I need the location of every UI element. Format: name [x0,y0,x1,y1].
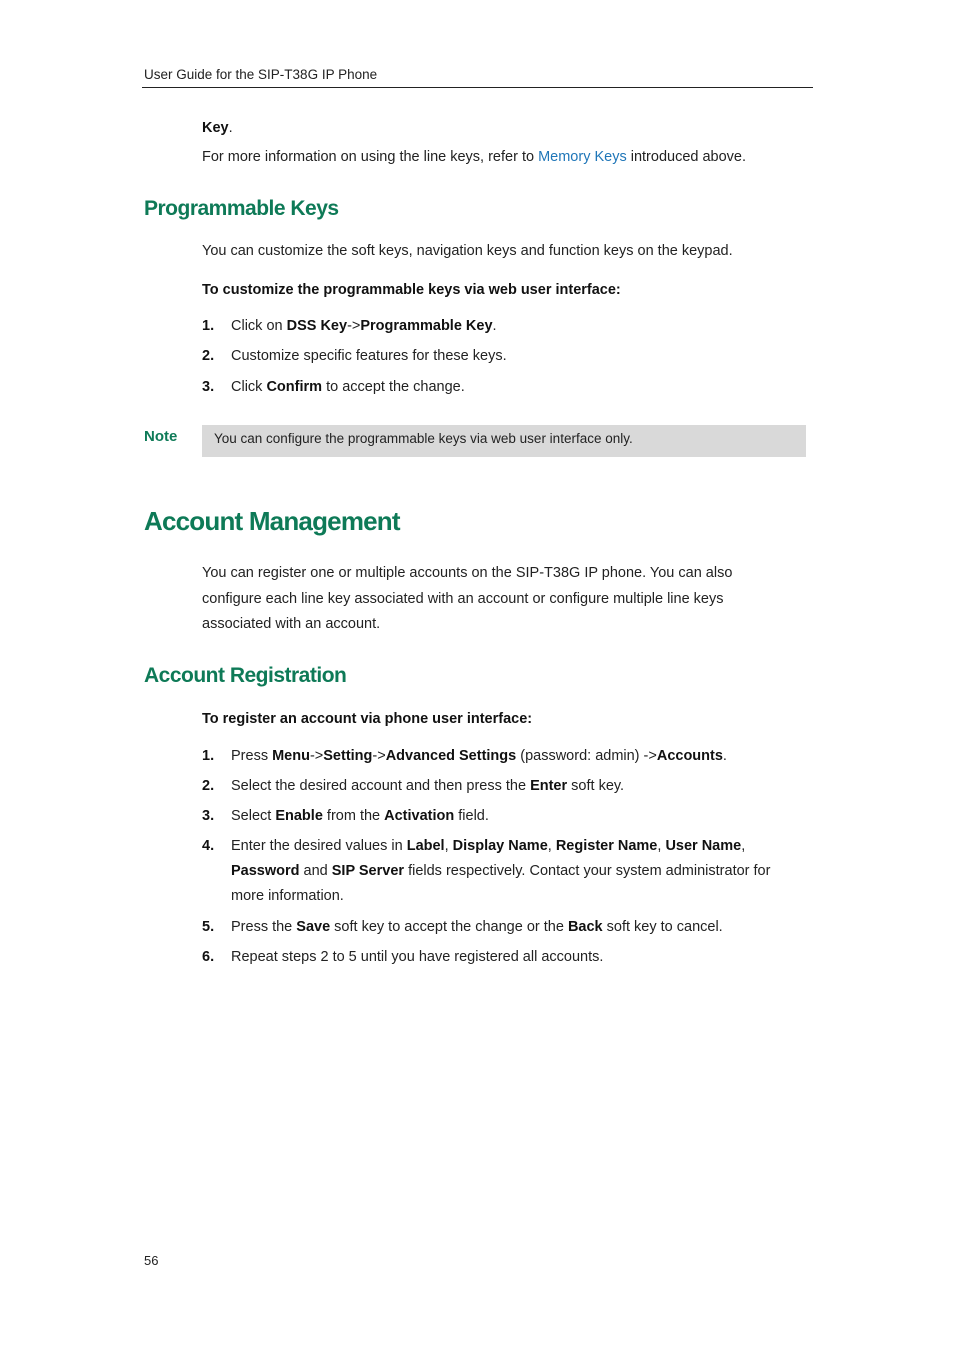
sip-server-term: SIP Server [331,863,405,879]
step-text: -> [372,748,386,764]
label-term: Label [406,838,445,854]
step-text: Select [231,808,276,824]
save-term: Save [296,919,331,935]
step-text: soft key. [567,778,625,794]
memory-keys-link[interactable]: Memory Keys [538,149,627,165]
advanced-settings-term: Advanced Settings [385,748,517,764]
step-text: . [722,748,727,764]
step-text: , [741,838,746,854]
step-text: Repeat steps 2 to 5 until you have registered all accounts. [231,949,604,965]
step-number: 2. [202,348,215,364]
header-rule [142,87,813,88]
step-number: 1. [202,748,215,764]
step-number: 3. [202,808,215,824]
ar-step-3 [202,804,807,829]
step-text: , [444,838,453,854]
account-management-heading: Account Management [144,506,400,536]
display-name-term: Display Name [452,838,548,854]
account-registration-heading: Account Registration [144,664,347,687]
step-number: 2. [202,778,215,794]
note-label: Note [144,428,178,445]
dss-key-term: DSS Key [286,318,348,334]
note-text: You can configure the programmable keys via web user interface only. [214,431,633,446]
enable-term: Enable [275,808,323,824]
more-info-text: For more information on using the line keys, refer to [202,149,539,165]
activation-term: Activation [384,808,455,824]
step-text: , [657,838,666,854]
step-text: . [492,318,497,334]
step-text: -> [347,318,361,334]
step-text: and [299,863,332,879]
step-text: Customize specific features for these keys. [231,348,507,364]
confirm-term: Confirm [266,379,323,395]
step-text: soft key to accept the change or the [330,919,568,935]
ar-step-1 [202,744,807,769]
page-number: 56 [144,1253,159,1268]
step-text: Press the [231,919,297,935]
pk-step-2 [202,344,807,369]
step-text: , [547,838,556,854]
step-text: (password: admin) -> [516,748,657,764]
step-text: field. [454,808,489,824]
step-number: 4. [202,838,215,854]
running-header: User Guide for the SIP-T38G IP Phone [144,67,378,82]
step-text: Press [231,748,273,764]
key-line [202,116,233,142]
step-text: Click on [231,318,287,334]
programmable-keys-heading: Programmable Keys [144,197,339,220]
ar-step-5 [202,915,807,940]
step-text: -> [309,748,324,764]
ar-step-4 [202,834,807,909]
step-text: Enter the desired values in [231,838,407,854]
setting-term: Setting [323,748,373,764]
step-text: to accept the change. [322,379,465,395]
user-name-term: User Name [665,838,742,854]
note-box [202,425,806,457]
programmable-keys-procedure-title: To customize the programmable keys via web user interface: [202,282,621,298]
register-name-term: Register Name [555,838,658,854]
step-number: 6. [202,949,215,965]
step-number: 3. [202,379,215,395]
step-text: fields respectively. Contact your system administrator for more information. [231,863,771,904]
password-term: Password [231,863,300,879]
accounts-term: Accounts [656,748,723,764]
more-info-tail: introduced above. [626,149,747,165]
key-term: Key [202,120,229,136]
menu-term: Menu [272,748,310,764]
ar-step-6 [202,945,807,970]
step-text: Click [231,379,267,395]
back-term: Back [567,919,603,935]
pk-step-1 [202,314,807,339]
programmable-keys-description: You can customize the soft keys, navigation keys and function keys on the keypad. [202,243,733,259]
ar-step-2 [202,774,807,799]
step-number: 5. [202,919,215,935]
step-text: soft key to cancel. [602,919,723,935]
step-text: from the [322,808,385,824]
more-info-paragraph [202,145,746,171]
account-registration-procedure-title: To register an account via phone user interface: [202,711,533,727]
enter-term: Enter [530,778,568,794]
pk-step-3 [202,375,807,400]
account-management-description: You can register one or multiple accounts on the SIP-T38G IP phone. You can also configure each line key associated with an account or configure multiple line keys associated with an account. [202,565,733,632]
programmable-key-term: Programmable Key [360,318,493,334]
step-text: Select the desired account and then press the [231,778,531,794]
key-period: . [228,120,233,136]
step-number: 1. [202,318,215,334]
